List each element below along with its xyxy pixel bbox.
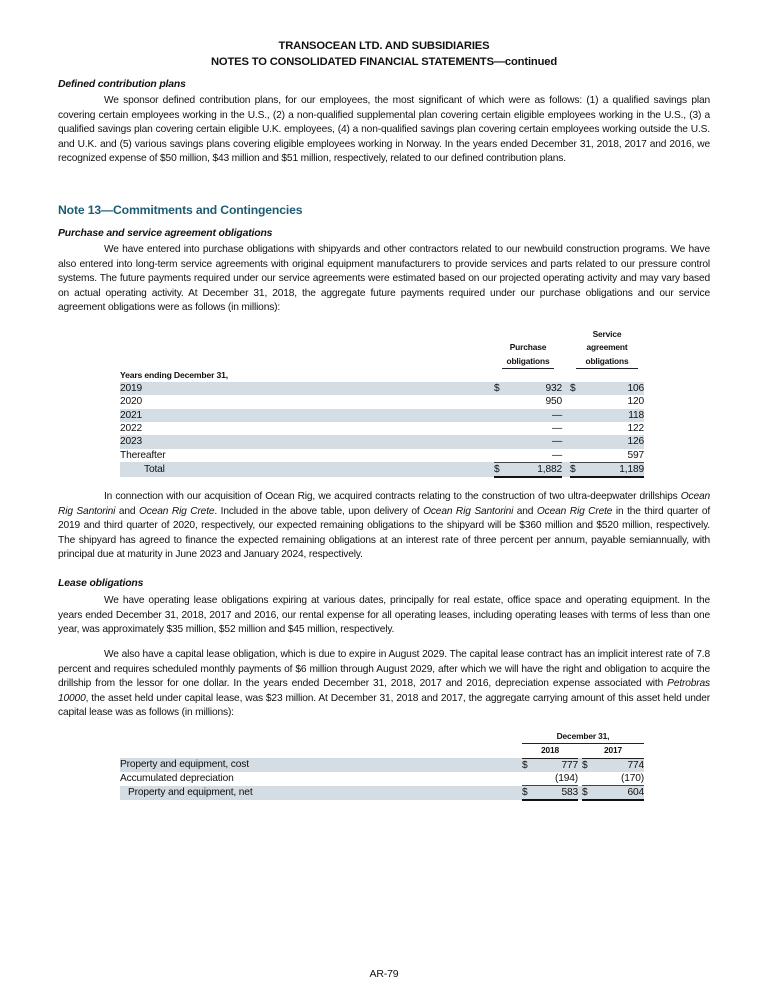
ship-name: Ocean Rig Crete <box>536 505 613 517</box>
currency-symbol: $ <box>494 382 504 395</box>
currency-symbol: $ <box>494 462 504 477</box>
currency-symbol <box>582 772 594 786</box>
purchase-value: — <box>504 409 562 422</box>
lease-obligations-heading: Lease obligations <box>58 578 144 589</box>
currency-symbol <box>570 422 582 435</box>
purchase-value: — <box>504 435 562 448</box>
currency-symbol <box>494 409 504 422</box>
ship-name: Ocean Rig Santorini <box>423 505 514 517</box>
capital-lease-paragraph <box>58 648 710 721</box>
purchase-obligations-heading: Purchase and service agreement obligations <box>58 228 273 239</box>
value-2018: 777 <box>534 758 578 772</box>
currency-symbol <box>570 409 582 422</box>
row-label: 2022 <box>120 423 143 435</box>
notes-subtitle: NOTES TO CONSOLIDATED FINANCIAL STATEMENTS—continued <box>210 56 558 68</box>
currency-symbol <box>570 449 582 463</box>
year-2018-header: 2018 <box>522 744 578 758</box>
defined-contribution-heading: Defined contribution plans <box>58 79 186 90</box>
value-2017: 604 <box>594 786 644 801</box>
value-2018: 583 <box>534 786 578 801</box>
ship-name: Ocean Rig Crete <box>138 505 215 517</box>
paragraph-text: . Included in the above table, upon delivery of <box>214 505 424 517</box>
purchase-value: 950 <box>545 396 562 408</box>
currency-symbol <box>570 435 582 448</box>
paragraph-text: In connection with our acquisition of Ocean Rig, we acquired contracts relating to the construction of two ultra-deepwater drillships <box>104 491 681 502</box>
currency-symbol: $ <box>522 786 534 801</box>
header-line: Purchase <box>509 342 547 353</box>
currency-symbol: $ <box>570 382 582 395</box>
table-row <box>120 409 644 422</box>
table-header-row <box>120 328 644 369</box>
year-2017-header: 2017 <box>582 744 644 758</box>
section-label-row <box>120 369 644 382</box>
ship-name: Ocean Rig Santorini <box>58 491 710 517</box>
currency-symbol: $ <box>570 462 582 477</box>
row-label: Property and equipment, cost <box>120 758 522 772</box>
page-number: AR-79 <box>369 968 399 980</box>
purchase-value: — <box>551 449 562 461</box>
currency-symbol <box>570 395 582 408</box>
purchase-value: 932 <box>504 382 562 395</box>
obligations-table <box>120 328 644 478</box>
value-2017: 774 <box>594 758 644 772</box>
defined-contribution-paragraph <box>58 94 710 167</box>
table-row <box>120 435 644 448</box>
purchase-value: — <box>551 423 562 435</box>
table-row <box>120 422 644 435</box>
service-value: 126 <box>582 435 644 448</box>
paragraph-text: We have entered into purchase obligations with shipyards and other contractors related to our newbuild construction programs. We have also entered into long-term service agreements with original equipment manufacturers to provide services and parts related to our pressure control systems. The future payments required under our service agreements were estimated based on our projected operating activity and may vary based on actual operating activity. At December 31, 2018, the aggregate future payments required under our purchase obligations and our service agreement obligations were as follows (in millions): <box>58 244 710 314</box>
paragraph-text: and <box>115 505 139 517</box>
note-13-title: Note 13—Commitments and Contingencies <box>58 203 303 217</box>
currency-symbol <box>522 772 534 786</box>
total-row <box>120 786 644 801</box>
table-row <box>120 395 644 408</box>
currency-symbol <box>494 422 504 435</box>
service-value: 118 <box>582 409 644 422</box>
row-label: Property and equipment, net <box>120 786 522 801</box>
paragraph-text: , the asset held under capital lease, was $23 million. At December 31, 2018 and 2017, the aggregate carrying amount of this asset held under capital lease was as follows (in millions): <box>58 692 710 719</box>
section-label: Years ending December 31, <box>120 369 229 380</box>
december-31-header: December 31, <box>522 730 644 744</box>
paragraph-text: We have operating lease obligations expiring at various dates, principally for real estate, office space and operating equipment. In the years ended December 31, 2018, 2017 and 2016, our rental expense for all operating leases, including operating leases with terms of less than one year, was approximately $35 million, $52 million and $45 million, respectively. <box>58 595 710 636</box>
currency-symbol <box>494 449 504 463</box>
table-row <box>120 382 644 395</box>
service-obligations-header <box>570 328 644 369</box>
row-label: Thereafter <box>120 449 166 461</box>
service-value: 122 <box>627 423 644 435</box>
asset-name: Petrobras 10000 <box>58 678 710 704</box>
table-header-row <box>120 744 644 758</box>
header-line: agreement <box>586 342 628 353</box>
row-label: Total <box>120 462 494 477</box>
currency-symbol <box>494 395 504 408</box>
service-value: 106 <box>582 382 644 395</box>
service-value: 597 <box>627 449 644 461</box>
paragraph-text: in the third quarter of 2019 and third quarter of 2020, respectively, our expected remaining obligations to the shipyard will be $360 million and $520 million, respectively. The shipyard has agreed to finance the expected remaining obligations at an interest rate of three percent per annum, payable semiannually, with principal due at maturity in June 2023 and January 2024, respectively. <box>58 505 711 561</box>
total-row <box>120 462 644 477</box>
value-2018: (194) <box>554 772 578 784</box>
purchase-obligations-header <box>494 328 562 369</box>
row-label: 2020 <box>120 396 143 408</box>
service-total: 1,189 <box>582 462 644 477</box>
currency-symbol: $ <box>522 758 534 772</box>
capital-lease-table <box>120 730 644 801</box>
operating-lease-paragraph <box>58 594 710 638</box>
table-header-row <box>120 730 644 744</box>
row-label: 2021 <box>120 409 494 422</box>
company-header: TRANSOCEAN LTD. AND SUBSIDIARIES <box>278 40 490 52</box>
table-row <box>120 758 644 772</box>
currency-symbol <box>494 435 504 448</box>
ocean-rig-paragraph <box>58 490 710 563</box>
header-line: obligations <box>502 355 554 369</box>
purchase-obligations-paragraph <box>58 243 710 316</box>
paragraph-text: and <box>513 505 537 517</box>
value-2017: (170) <box>620 772 644 784</box>
service-value: 120 <box>627 396 644 408</box>
paragraph-text: We sponsor defined contribution plans, for our employees, the most significant of which were as follows: (1) a qualified savings plan covering certain employees working in the U.S., (2) a non-qualified supplemental plan covering certain eligible employees working in the U.S., (3) a qualified savings plan covering certain eligible U.K. employees, (4) a non-qualified savings plan covering certain employees working outside the U.S. and U.K. and (5) various savings plans covering eligible employees working in Norway. In the years ended December 31, 2018, 2017 and 2016, we recognized expense of $50 million, $43 million and $51 million, respectively, related to our defined contribution plans. <box>58 95 710 165</box>
currency-symbol: $ <box>582 786 594 801</box>
row-label: 2019 <box>120 382 494 395</box>
currency-symbol: $ <box>582 758 594 772</box>
header-line: Service <box>592 329 622 339</box>
row-label: 2023 <box>120 435 494 448</box>
row-label: Accumulated depreciation <box>120 773 234 785</box>
header-line: obligations <box>576 355 638 369</box>
table-row <box>120 449 644 463</box>
purchase-total: 1,882 <box>504 462 562 477</box>
table-row <box>120 772 644 786</box>
paragraph-text: We also have a capital lease obligation, which is due to expire in August 2029. The capital lease contract has an implicit interest rate of 7.8 percent and requires scheduled monthly payments of $6 million through August 2029, after which we will have the right and obligation to acquire the drillship from the lessor for one dollar. In the years ended December 31, 2018, 2017 and 2016, depreciation expense associated with <box>58 649 710 690</box>
